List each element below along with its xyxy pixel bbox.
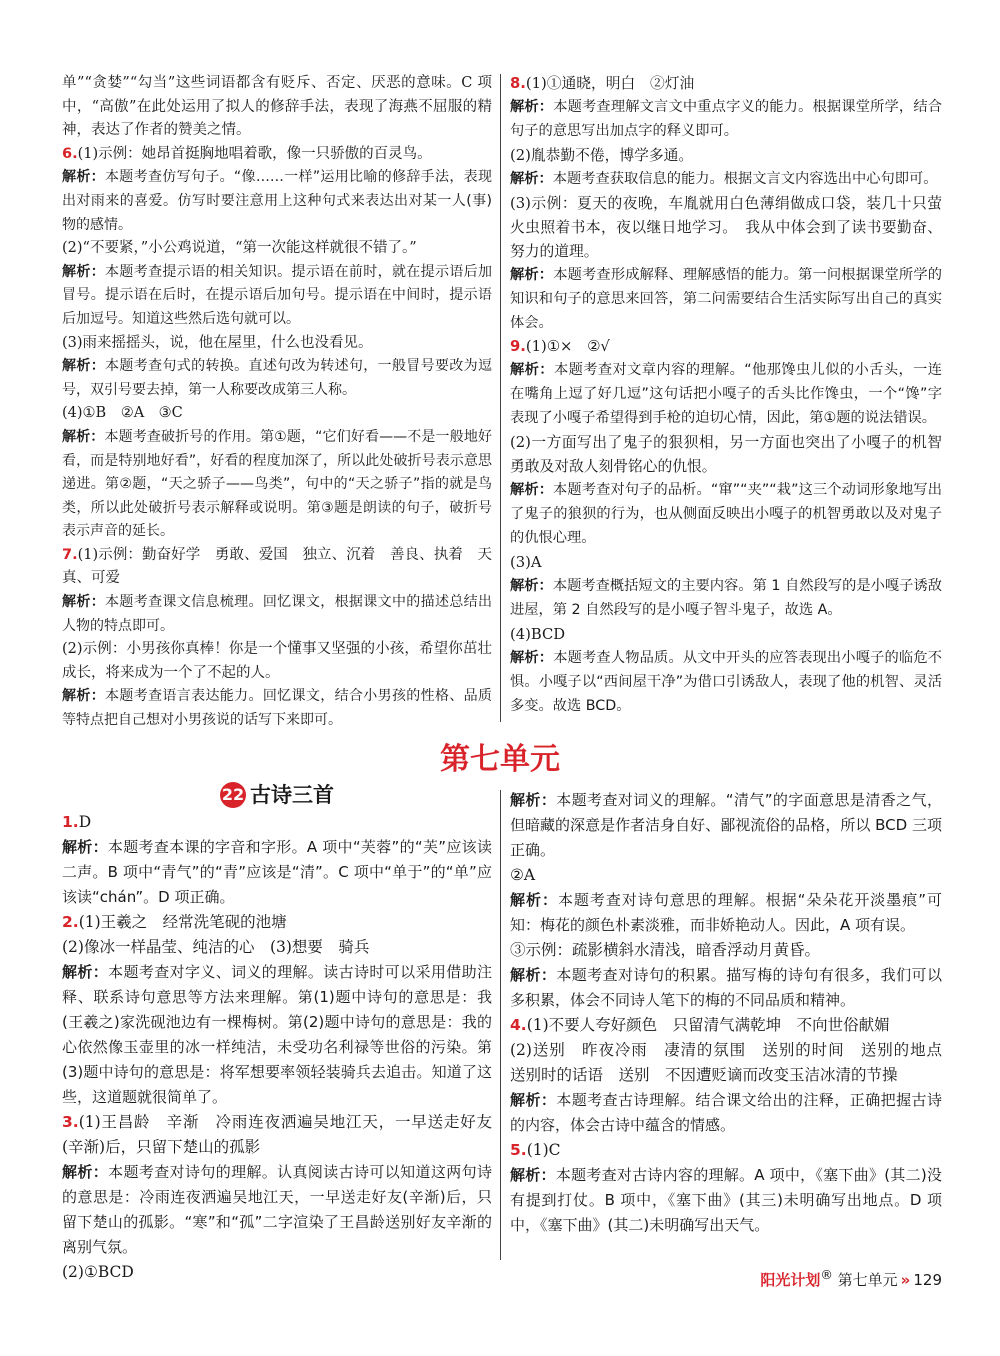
question-item [62,143,492,167]
answer-paragraph [62,935,492,960]
paragraph-text: (1)C [526,1141,561,1159]
analysis-paragraph [62,166,492,237]
analysis-label: 解析： [62,838,108,856]
analysis-paragraph [510,264,942,336]
paragraph-text: 本题考查课文信息梳理。回忆课文，根据课文中的描述总结出人物的特点即可。 [62,594,493,634]
analysis-label: 解析： [510,966,557,984]
paragraph-text: (1)①通晓，明白 ②灯油 [525,75,695,92]
question-item [510,335,942,359]
answer-paragraph [62,402,492,426]
question-number: 3. [62,1113,79,1131]
footer-unit: 第七单元 [837,1271,898,1289]
question-item [62,910,492,935]
analysis-label: 解析： [510,362,554,379]
paragraph-text: (2)①BCD [62,1263,134,1281]
footer-arrow-icon: » [900,1271,911,1289]
paragraph-text: 单”“贪婪”“勾当”这些词语都含有贬斥、否定、厌恶的意味。C 项中，“高傲”在此处运用了拟人的修辞手法，表现了海燕不屈服的精神，表达了作者的赞美之情。 [62,75,492,139]
paragraph-text: (4)①B ②A ③C [62,405,183,422]
paragraph-text: 本题考查对诗句意思的理解。根据“朵朵花开淡墨痕”可知：梅花的颜色朴素淡雅，而非娇艳动人。因此，A 项有误。 [510,891,942,934]
analysis-paragraph [62,591,492,638]
analysis-label: 解析： [510,649,554,666]
analysis-paragraph [510,1163,942,1238]
answer-paragraph [510,863,942,888]
analysis-label: 解析： [510,791,557,809]
column-divider-bottom [500,790,501,1260]
top-left-column [62,72,492,733]
paragraph-text: (1)不要人夸好颜色 只留清气满乾坤 不向世俗献媚 [526,1016,890,1034]
question-item [62,1110,492,1160]
answer-paragraph [62,72,492,143]
paragraph-text: 本题考查概括短文的主要内容。第 1 自然段写的是小嘎子诱敌进屋，第 2 自然段写的是小嘎子智斗鬼子，故选 A。 [510,578,942,618]
paragraph-text: (3)雨来摇摇头，说，他在屋里，什么也没看见。 [62,334,373,351]
analysis-label: 解析： [510,98,554,115]
paragraph-text: 本题考查对古诗内容的理解。A 项中，《塞下曲》(其二)没有提到打仗。B 项中，《塞下曲》(其三)未明确写出地点。D 项中，《塞下曲》(其二)未明确写出天气。 [510,1166,942,1234]
analysis-label: 解析： [510,266,554,283]
paragraph-text: (2)像冰一样晶莹、纯洁的心 (3)想要 骑兵 [62,938,370,956]
column-divider-top [500,74,501,722]
analysis-paragraph [510,788,942,863]
analysis-paragraph [510,888,942,938]
analysis-label: 解析： [62,688,106,705]
analysis-paragraph [62,426,492,544]
analysis-paragraph [62,960,492,1110]
paragraph-text: 本题考查对文章内容的理解。“他那馋虫儿似的小舌头，一连在嘴角上逗了好几逗”这句话把小嘎子的舌头比作馋虫，一个“馋”字表现了小嘎子希望得到手枪的迫切心情，因此，第①题的说法错误。 [510,362,942,427]
paragraph-text: (2)送别 昨夜冷雨 凄清的氛围 送别的时间 送别的地点 送别时的话语 送别 不因遭贬谪而改变玉洁冰清的节操 [510,1041,958,1084]
analysis-label: 解析： [510,1091,557,1109]
paragraph-text: (1)示例：她昂首挺胸地唱着歌，像一只骄傲的百灵鸟。 [77,145,432,162]
footer-brand: 阳光计划 [760,1271,821,1289]
paragraph-text: 本题考查对词义的理解。“清气”的字面意思是清香之气，但暗藏的深意是作者洁身自好、鄙视流俗的品格，所以 BCD 三项正确。 [510,791,942,859]
paragraph-text: (2)胤恭勤不倦，博学多通。 [510,146,694,164]
question-number: 9. [510,338,526,356]
paragraph-text: (2)“不要紧，”小公鸡说道，“第一次能这样就很不错了。” [62,240,417,257]
answer-paragraph [510,192,942,264]
question-item [510,72,942,96]
analysis-paragraph [510,575,942,623]
analysis-label: 解析： [62,428,105,445]
analysis-label: 解析： [510,891,558,909]
analysis-label: 解析： [62,263,106,280]
paragraph-text: 本题考查理解文言文中重点字义的能力。根据课堂所学，结合句子的意思写出加点字的释义即可。 [510,98,942,139]
answer-paragraph [510,1038,958,1088]
analysis-paragraph [510,479,942,551]
answer-paragraph [62,237,492,261]
answer-paragraph [510,623,942,647]
paragraph-text: ②A [510,866,536,884]
paragraph-text: ③示例：疏影横斜水清浅，暗香浮动月黄昏。 [510,941,821,959]
analysis-label: 解析： [62,169,105,186]
analysis-paragraph [510,963,942,1013]
analysis-label: 解析： [510,578,553,595]
analysis-paragraph [510,647,942,719]
question-number: 7. [62,546,78,563]
analysis-paragraph [510,1088,942,1138]
answer-paragraph [62,638,492,685]
analysis-label: 解析： [510,1166,556,1184]
paragraph-text: 本题考查古诗理解。结合课文给出的注释，正确把握古诗的内容，体会古诗中蕴含的情感。 [510,1091,942,1134]
question-number: 1. [62,813,79,831]
paragraph-text: 本题考查对诗句的积累。描写梅的诗句有很多，我们可以多积累，体会不同诗人笔下的梅的不同品质和精神。 [510,966,942,1009]
analysis-paragraph [62,685,492,732]
analysis-paragraph [62,261,492,332]
paragraph-text: (1)王昌龄 辛渐 冷雨连夜洒遍吴地江天，一早送走好友(辛渐)后，只留下楚山的孤影 [62,1113,492,1156]
answer-paragraph [510,144,942,168]
footer-registered-mark: ® [820,1267,833,1282]
analysis-label: 解析： [510,170,553,187]
paragraph-text: (3)A [510,554,542,572]
analysis-paragraph [510,96,942,144]
lesson-heading [62,782,492,808]
question-number: 4. [510,1016,527,1034]
paragraph-text: (4)BCD [510,625,566,643]
answer-paragraph [510,551,942,575]
analysis-paragraph [510,359,942,431]
paragraph-text: (1)①× ②√ [525,338,610,356]
page-footer [760,1262,942,1293]
paragraph-text: 本题考查提示语的相关知识。提示语在前时，就在提示语后加冒号。提示语在后时，在提示语后加句号。提示语在中间时，提示语后加逗号。知道这些然后选句就可以。 [62,263,493,327]
paragraph-text: 本题考查形成解释、理解感悟的能力。第一问根据课堂所学的知识和句子的意思来回答，第二问需要结合生活实际写出自己的真实体会。 [510,266,942,331]
analysis-label: 解析： [62,594,106,611]
analysis-paragraph [62,1160,492,1260]
bottom-right-column [510,788,958,1238]
answer-paragraph [62,1260,492,1285]
paragraph-text: 本题考查本课的字音和字形。A 项中“芙蓉”的“芙”应该读二声。B 项中“青气”的“青”应该是“清”。C 项中“单于”的“单”应该读“chán”。D 项正确。 [62,838,492,906]
question-number: 2. [62,913,79,931]
paragraph-text: 本题考查人物品质。从文中开头的应答表现出小嘎子的临危不惧。小嘎子以“西间屋干净”为借口引诱敌人，表现了他的机智、灵活多变。故选 BCD。 [510,649,942,714]
paragraph-text: 本题考查语言表达能力。回忆课文，结合小男孩的性格、品质等特点把自己想对小男孩说的话写下来即可。 [62,688,493,729]
analysis-paragraph [62,835,492,910]
paragraph-text: (1)示例：勤奋好学 勇敢、爱国 独立、沉着 善良、执着 天真、可爱 [62,546,492,587]
question-item [510,1138,942,1163]
question-item [62,810,492,835]
paragraph-text: 本题考查对字义、词义的理解。读古诗时可以采用借助注释、联系诗句意思等方法来理解。第(1)题中诗句的意思是：我(王羲之)家洗砚池边有一棵梅树。第(2)题中诗句的意思是：我的心依然像玉壶里的冰一样纯洁，未受功名利禄等世俗的污染。第(3)题中诗句的意思是：将军想要率领轻装骑兵去追击。知道了这些，这道题就很简单了。 [62,963,492,1106]
paragraph-text: 本题考查获取信息的能力。根据文言文内容选出中心句即可。 [552,170,938,187]
paragraph-text: (2)示例：小男孩你真棒！你是一个懂事又坚强的小孩，希望你茁壮成长，将来成为一个了不起的人。 [62,641,492,681]
bottom-left-column [62,810,492,1285]
question-number: 8. [510,75,526,92]
paragraph-text: 本题考查仿写句子。“像……一样”运用比喻的修辞手法，表现出对雨来的喜爱。仿写时要注意用上这种句式来表达出对某一人(事)物的感情。 [62,169,492,233]
paragraph-text: 本题考查对诗句的理解。认真阅读古诗可以知道这两句诗的意思是：冷雨连夜洒遍吴地江天，一早送走好友(辛渐)后，只留下楚山的孤影。“寒”和“孤”二字渲染了王昌龄送别好友辛渐的离别气氛。 [62,1163,492,1256]
paragraph-text: (3)示例：夏天的夜晚，车胤就用白色薄绢做成口袋，装几十只萤火虫照着书本，夜以继日地学习。 我从中体会到了读书要勤奋、努力的道理。 [510,194,942,260]
paragraph-text: 本题考查破折号的作用。第①题，“它们好看——不是一般地好看，而是特别地好看”，好看的程度加深了，所以此处破折号表示意思递进。第②题，“天之骄子——鸟类”，句中的“天之骄子”指的就是鸟类，所以此处破折号表示解释或说明。第③题是朗读的句子，破折号表示声音的延长。 [62,428,492,540]
answer-paragraph [510,431,942,479]
paragraph-text: 本题考查对句子的品析。“窜”“夹”“栽”这三个动词形象地写出了鬼子的狼狈的行为，也从侧面反映出小嘎子的机智勇敢以及对鬼子的仇恨心理。 [510,482,942,547]
paragraph-text: D [78,813,92,831]
question-number: 5. [510,1141,527,1159]
analysis-label: 解析： [62,963,109,981]
paragraph-text: (2)一方面写出了鬼子的狠狈相，另一方面也突出了小嘎子的机智勇敢及对敌人刻骨铭心的仇恨。 [510,434,942,476]
analysis-label: 解析： [510,482,554,499]
answer-paragraph [62,332,492,356]
analysis-label: 解析： [62,1163,109,1181]
analysis-paragraph [510,168,942,192]
analysis-paragraph [62,355,492,402]
paragraph-text: 本题考查句式的转换。直述句改为转述句，一般冒号要改为逗号，双引号要去掉，第一人称要改成第三人称。 [62,358,493,398]
answer-paragraph [510,938,942,963]
question-item [510,1013,942,1038]
unit-title: 第七单元 [440,742,560,777]
paragraph-text: (1)王羲之 经常洗笔砚的池塘 [78,913,287,931]
question-number: 6. [62,145,78,162]
page-number: 129 [913,1271,942,1289]
question-item [62,544,492,591]
lesson-title: 古诗三首 [250,783,334,807]
top-right-column [510,72,942,719]
lesson-number-badge: 22 [220,782,246,808]
analysis-label: 解析： [62,358,106,375]
